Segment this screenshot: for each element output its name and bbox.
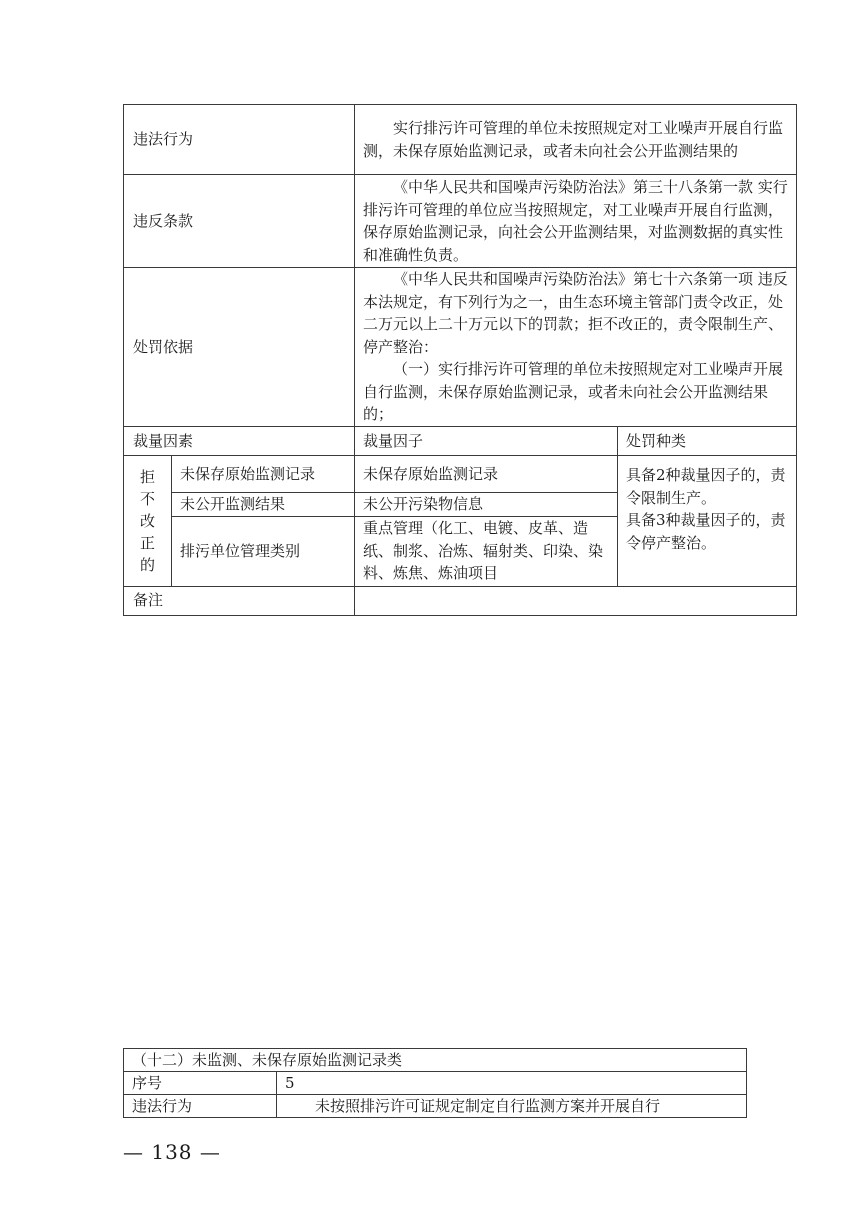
violation-label: 违法行为 — [124, 105, 355, 175]
penalty-basis-paragraph: （一）实行排污许可管理的单位未按照规定对工业噪声开展自行监测，未保存原始监测记录，或者未向社会公开监测结果的； — [363, 360, 784, 424]
factor-detail-cell: 未保存原始监测记录 — [355, 456, 618, 493]
header-penalty-type: 处罚种类 — [618, 427, 797, 456]
violation-content: 实行排污许可管理的单位未按照规定对工业噪声开展自行监测，未保存原始监测记录，或者未向社会公开监测结果的 — [355, 105, 797, 175]
serial-label: 序号 — [124, 1072, 277, 1095]
section-12-table — [123, 1048, 747, 1118]
section-title: （十二）未监测、未保存原始监测记录类 — [124, 1049, 747, 1072]
factor-cell: 排污单位管理类别 — [172, 516, 355, 586]
row-refuse-item — [124, 456, 797, 493]
remarks-value — [355, 586, 797, 615]
refuse-to-correct-label — [124, 456, 172, 587]
row-violation — [124, 105, 797, 175]
row-violated-clause — [124, 175, 797, 268]
penalty-basis-paragraph: 《中华人民共和国噪声污染防治法》第七十六条第一项 违反本法规定，有下列行为之一，由生态环境主管部门责令改正，处二万元以上二十万元以下的罚款；拒不改正的，责令限制生产、停产整治： — [363, 270, 788, 356]
factor-detail-cell: 未公开污染物信息 — [355, 493, 618, 517]
penalty-basis-content — [355, 268, 797, 427]
header-discretion-factors: 裁量因素 — [124, 427, 355, 456]
label-char: 改 — [139, 511, 155, 530]
violation-label: 违法行为 — [124, 1095, 277, 1118]
factor-detail-cell: 重点管理（化工、电镀、皮革、造纸、制浆、冶炼、辐射类、印染、染料、炼焦、炼油项目 — [355, 516, 618, 586]
label-char: 正 — [139, 533, 155, 552]
penalty-basis-label: 处罚依据 — [124, 268, 355, 427]
penalty-line: 具备2种裁量因子的，责令限制生产。 — [626, 466, 786, 507]
row-violation — [124, 1095, 747, 1118]
row-section-title — [124, 1049, 747, 1072]
penalty-type-cell — [618, 456, 797, 587]
row-penalty-basis — [124, 268, 797, 427]
remarks-label: 备注 — [124, 586, 355, 615]
factor-cell: 未保存原始监测记录 — [172, 456, 355, 493]
header-discretion-items: 裁量因子 — [355, 427, 618, 456]
serial-value: 5 — [277, 1072, 747, 1095]
violated-clause-content: 《中华人民共和国噪声污染防治法》第三十八条第一款 实行排污许可管理的单位应当按照规定，对工业噪声开展自行监测，保存原始监测记录，向社会公开监测结果，对监测数据的真实性和准确性负责。 — [355, 175, 797, 268]
violated-clause-label: 违反条款 — [124, 175, 355, 268]
label-char: 的 — [139, 555, 155, 574]
row-discretion-header — [124, 427, 797, 456]
page-number: — 138 — — [123, 1140, 221, 1164]
penalty-line: 具备3种裁量因子的，责令停产整治。 — [626, 511, 786, 552]
penalty-standard-table — [123, 104, 797, 616]
factor-cell: 未公开监测结果 — [172, 493, 355, 517]
label-char: 不 — [139, 489, 155, 508]
row-serial — [124, 1072, 747, 1095]
row-remarks — [124, 586, 797, 615]
violation-content: 未按照排污许可证规定制定自行监测方案并开展自行 — [277, 1095, 747, 1118]
label-char: 拒 — [139, 467, 155, 486]
